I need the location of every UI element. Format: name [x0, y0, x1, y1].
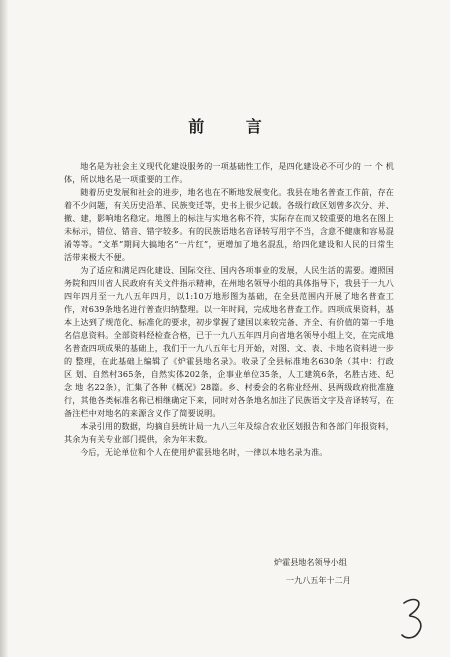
handwritten-three-icon [398, 595, 428, 643]
paragraph-1: 地名是为社会主义现代化建设服务的一项基础性工作，是四化建设必不可少的 一 个 机体，所以地名是一项重要的工作。 [64, 161, 394, 184]
page-title: 前 言 [188, 117, 280, 136]
paragraph-4: 本录引用的数据，均摘自县统计局一九八三年及综合农业区划报告和各部门年报资料，其余为有关专业部门提供，余为年末数。 [64, 421, 394, 444]
paragraph-5: 今后，无论单位和个人在使用炉霍县地名时，一律以本地名录为准。 [80, 447, 328, 457]
paragraph-2: 随着历史发展和社会的进步，地名也在不断地发展变化。我县在地名普查工作前，存在着不少问题，有关历史沿革、民族变迁等，史书上很少记载。各级行政区划曾多次分、并、撤、建，影响地名稳定。地图上的标注与实地名称不符，实际存在而又较重要的地名在图上未标示，错位、错音、错字较多。有的民族语地名音译转写用字不当，含意不健康和容易混淆等等。“文革”期间大搞地名“一片红”，更增加了地名混乱，给四化建设和人民的日常生活带来极大不便。 [64, 187, 394, 262]
page-edge-shadow [0, 0, 8, 657]
handwritten-page-number [398, 595, 428, 643]
document-body [64, 160, 394, 459]
paragraph-3: 为了适应和满足四化建设、国际交往、国内各项事业的发展，人民生活的需要。遵照国务院和四川省人民政府有关文件指示精神，在州地名领导小组的具体指导下，我县于一九八四年四月至一九八五年四月，以1:10万地形图为基础，在全县范围内开展了地名普查工作，对639条地名进行普查归纳整理。以一年时间，完成地名普查工作。四项成果资料，基本上达到了规范化、标准化的要求，初步掌握了建国以来较完备、齐全、有价值的第一手地名信息资料。全部资料经检查合格，已于一九八五年四月向省地名领导小组上交，在完成地名普查四项成果的基础上，我们于一九八五年七月开始，对图、文、表、卡地名资料进一步的 整理，在此基础上编辑了《炉霍县地名录》。收录了全县标准地名630条（其中：行政 区 划、自然村365条，自然实体202条，企事业单位35条，人工建筑6条，名胜古迹、纪念 地 名22条），汇集了各种《概况》28篇。乡、村委会的名称业经州、县两级政府批准施行，其他各类标准名称已相继确定下来，同时对各条地名加注了民族语文字及音译转写，在备注栏中对地名的来源含义作了简要说明。 [64, 265, 394, 418]
signature-date: 一九八五年十二月 [286, 575, 351, 585]
signature-organization: 炉霍县地名领导小组 [274, 557, 347, 567]
